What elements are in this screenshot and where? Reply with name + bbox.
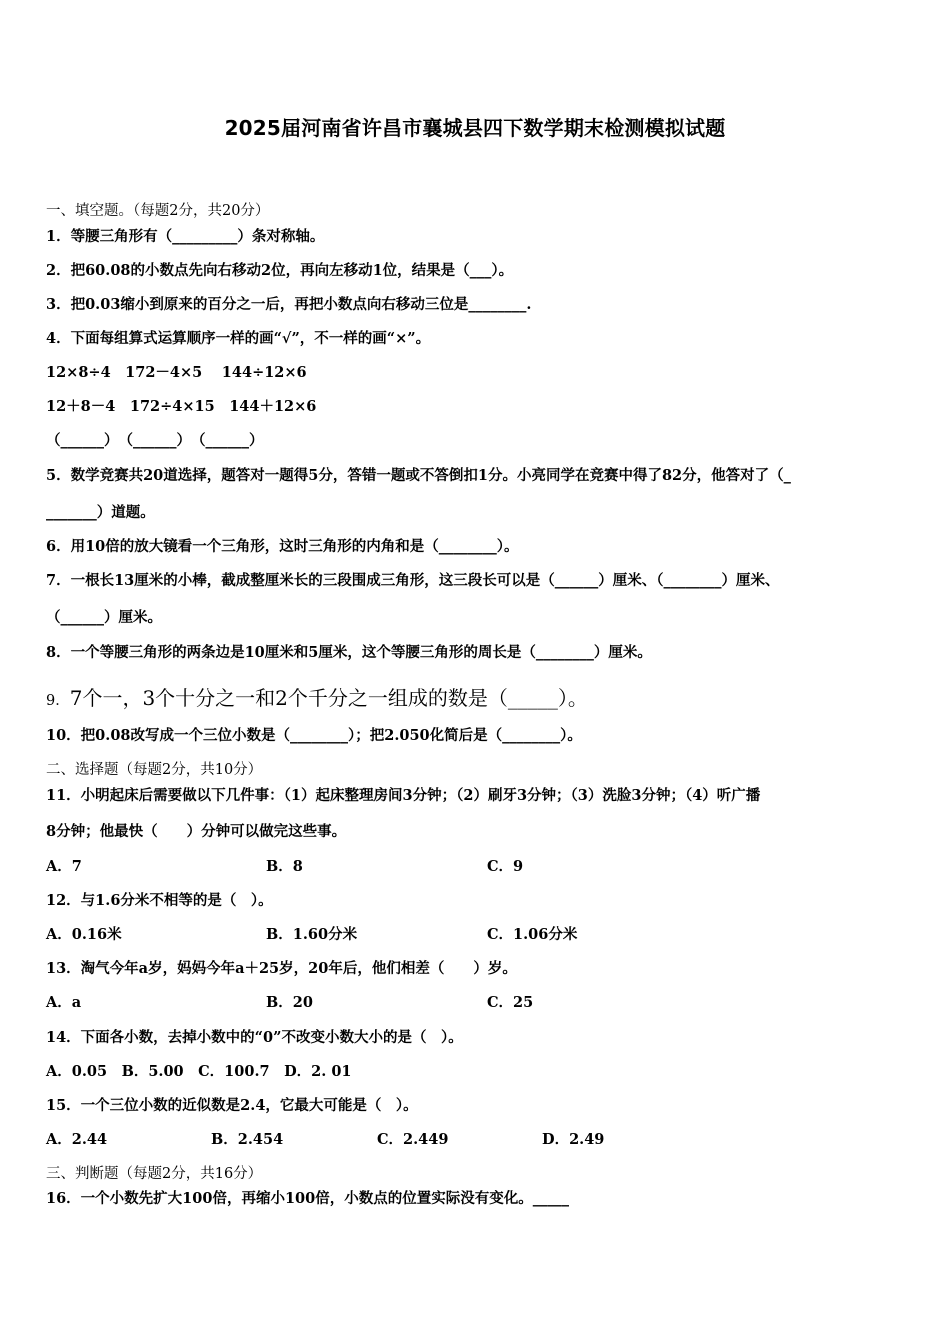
- question-12: 12．与1.6分米不相等的是（ ）。: [46, 892, 273, 909]
- question-5-line-2: _______）道题。: [46, 504, 155, 521]
- question-8: 8．一个等腰三角形的两条边是10厘米和5厘米，这个等腰三角形的周长是（________）厘米。: [46, 644, 652, 661]
- question-11-option-c: C．9: [487, 858, 524, 875]
- question-7-line-2: （______）厘米。: [46, 609, 162, 626]
- question-4-answer-blanks: （______） （______） （______）: [46, 432, 264, 449]
- question-15-option-b: B．2.454: [211, 1131, 284, 1148]
- question-7-line-1: 7．一根长13厘米的小棒，截成整厘米长的三段围成三角形，这三段长可以是（______）厘米、（________）厘米、: [46, 572, 780, 589]
- question-9-number: 9．: [46, 693, 70, 709]
- question-6: 6．用10倍的放大镜看一个三角形，这时三角形的内角和是（________）。: [46, 538, 519, 555]
- question-2: 2．把60.08的小数点先向右移动2位，再向左移动1位，结果是（___）。: [46, 262, 514, 279]
- question-10: 10．把0.08改写成一个三位小数是（________）；把2.050化简后是（________）。: [46, 727, 582, 744]
- question-13-option-c: C．25: [487, 994, 534, 1011]
- question-15-option-a: A．2.44: [46, 1131, 108, 1148]
- question-3: 3．把0.03缩小到原来的百分之一后，再把小数点向右移动三位是________.: [46, 296, 532, 313]
- question-16: 16．一个小数先扩大100倍，再缩小100倍，小数点的位置实际没有变化。_____: [46, 1190, 569, 1207]
- question-1: 1．等腰三角形有（_________）条对称轴。: [46, 228, 325, 245]
- question-4: 4．下面每组算式运算顺序一样的画“√”，不一样的画“×”。: [46, 330, 431, 347]
- question-15-option-c: C．2.449: [377, 1131, 449, 1148]
- question-15-option-d: D．2.49: [542, 1131, 605, 1148]
- section-2-header: 二、选择题（每题2分，共10分）: [46, 762, 263, 778]
- question-12-option-b: B．1.60分米: [266, 926, 358, 943]
- question-14: 14．下面各小数，去掉小数中的“0”不改变小数大小的是（ ）。: [46, 1029, 463, 1046]
- question-5-line-1: 5．数学竞赛共20道选择，题答对一题得5分，答错一题或不答倒扣1分。小亮同学在竞赛中得了82分，他答对了（_: [46, 467, 791, 484]
- question-9: [46, 686, 588, 713]
- question-4-row-2: 12＋8－4 172÷4×15 144＋12×6: [46, 398, 317, 415]
- question-14-options: A．0.05 B．5.00 C．100.7 D．2. 01: [46, 1063, 352, 1080]
- question-4-row-1: 12×8÷4 172－4×5 144÷12×6: [46, 364, 307, 381]
- question-12-option-c: C．1.06分米: [487, 926, 578, 943]
- question-13: 13．淘气今年a岁，妈妈今年a＋25岁，20年后，他们相差（ ）岁。: [46, 960, 517, 977]
- exam-title: 2025届河南省许昌市襄城县四下数学期末检测模拟试题: [224, 116, 726, 140]
- question-13-option-b: B．20: [266, 994, 313, 1011]
- question-11-option-b: B．8: [266, 858, 303, 875]
- question-15: 15．一个三位小数的近似数是2.4，它最大可能是（ ）。: [46, 1097, 418, 1114]
- question-11-option-a: A．7: [46, 858, 82, 875]
- question-13-option-a: A．a: [46, 994, 82, 1011]
- question-9-text: 7个一，3个十分之一和2个千分之一组成的数是（_____）。: [69, 686, 588, 710]
- question-11-line-1: 11．小明起床后需要做以下几件事：（1）起床整理房间3分钟；（2）刷牙3分钟；（3）洗脸3分钟；（4）听广播: [46, 787, 761, 804]
- question-12-option-a: A．0.16米: [46, 926, 122, 943]
- section-3-header: 三、判断题（每题2分，共16分）: [46, 1166, 263, 1182]
- section-1-header: 一、填空题。（每题2分，共20分）: [46, 203, 270, 219]
- question-11-line-2: 8分钟；他最快（ ）分钟可以做完这些事。: [46, 823, 347, 840]
